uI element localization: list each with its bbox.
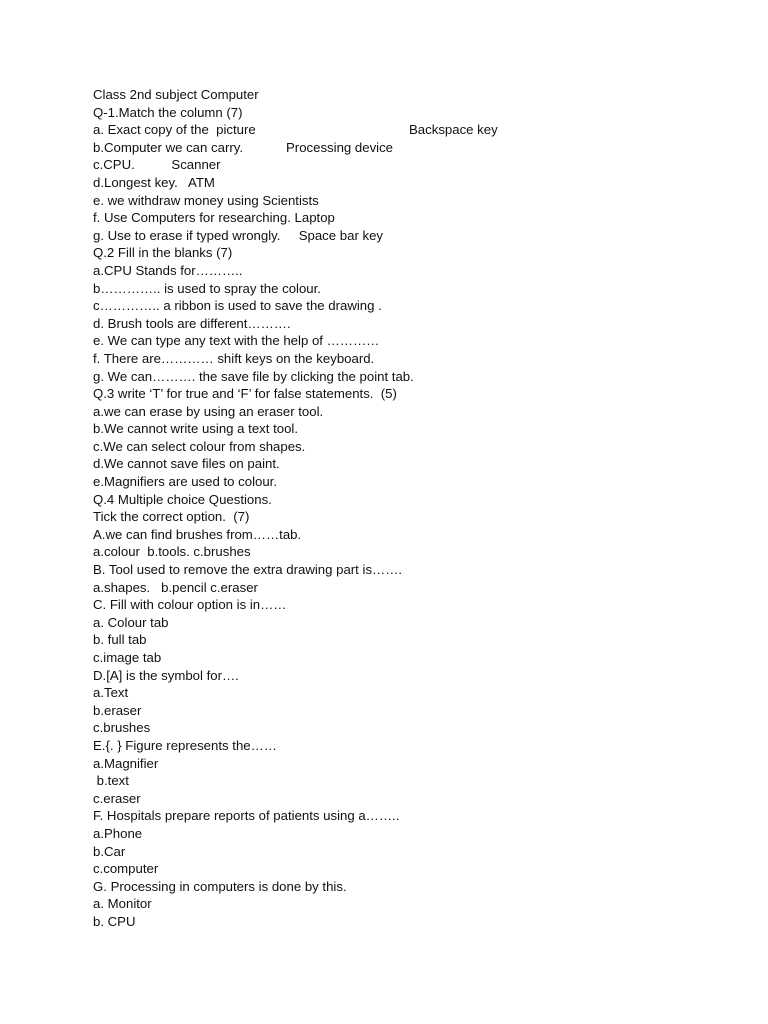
- line-text: b.We cannot write using a text tool.: [93, 421, 299, 437]
- line-text: c.brushes: [93, 720, 151, 736]
- line-text: Class 2nd subject Computer: [93, 87, 259, 102]
- line-text: a.shapes. b.pencil c.eraser: [93, 579, 258, 595]
- line-text: a.Magnifier: [93, 755, 159, 771]
- line-text: Q-1.Match the column (7): [93, 104, 243, 120]
- worksheet-line: [93, 227, 733, 245]
- worksheet-line: [93, 807, 733, 825]
- line-text: B. Tool used to remove the extra drawing part is…….: [93, 562, 403, 578]
- line-text: f. Use Computers for researching. Laptop: [93, 210, 335, 226]
- line-text: F. Hospitals prepare reports of patients using a……..: [93, 808, 400, 824]
- worksheet-line: [93, 473, 733, 491]
- line-text: g. We can………. the save file by clicking the point tab.: [93, 368, 414, 384]
- worksheet-line: [93, 139, 733, 157]
- line-text: a.we can erase by using an eraser tool.: [93, 403, 324, 419]
- line-text: d. Brush tools are different……….: [93, 315, 291, 331]
- line-text: Tick the correct option. (7): [93, 509, 250, 525]
- line-text: b.Car: [93, 843, 126, 859]
- line-text: b………….. is used to spray the colour.: [93, 280, 321, 296]
- worksheet-line: [93, 104, 733, 122]
- line-text: g. Use to erase if typed wrongly. Space bar key: [93, 227, 384, 243]
- worksheet-line: [93, 878, 733, 896]
- worksheet-line: [93, 491, 733, 509]
- line-text: a.Phone: [93, 825, 143, 841]
- line-text: a.CPU Stands for………..: [93, 262, 243, 278]
- worksheet-line: [93, 596, 733, 614]
- worksheet-line: [93, 561, 733, 579]
- worksheet-line: [93, 843, 733, 861]
- worksheet-line: [93, 667, 733, 685]
- worksheet-line: [93, 543, 733, 561]
- line-text: E.{. } Figure represents the……: [93, 737, 277, 753]
- worksheet-line: [93, 455, 733, 473]
- line-text: a. Monitor: [93, 896, 152, 912]
- line-text: c.CPU. Scanner: [93, 157, 221, 173]
- worksheet-line: [93, 297, 733, 315]
- worksheet-line: [93, 156, 733, 174]
- line-text: b.Computer we can carry.: [93, 139, 244, 155]
- line-text: e. We can type any text with the help of …………: [93, 333, 380, 349]
- worksheet-line: [93, 192, 733, 210]
- worksheet-line: [93, 614, 733, 632]
- worksheet-line: [93, 649, 733, 667]
- worksheet-line: [93, 244, 733, 262]
- line-text: b.eraser: [93, 702, 142, 718]
- worksheet-line: [93, 772, 733, 790]
- line-text: c.We can select colour from shapes.: [93, 438, 306, 454]
- worksheet-line: [93, 438, 733, 456]
- worksheet-line: [93, 684, 733, 702]
- worksheet-line: [93, 332, 733, 350]
- line-text: a.Text: [93, 685, 129, 701]
- worksheet-line: [93, 579, 733, 597]
- worksheet-text: [93, 86, 733, 931]
- worksheet-line: [93, 209, 733, 227]
- match-answer-text: Processing device: [286, 139, 394, 155]
- line-text: a. Exact copy of the picture: [93, 122, 256, 138]
- line-text: d.We cannot save files on paint.: [93, 456, 280, 472]
- worksheet-line: [93, 86, 733, 104]
- worksheet-line: [93, 368, 733, 386]
- line-text: C. Fill with colour option is in……: [93, 597, 287, 613]
- line-text: a.colour b.tools. c.brushes: [93, 544, 251, 560]
- worksheet-line: [93, 121, 733, 139]
- worksheet-line: [93, 385, 733, 403]
- line-text: e. we withdraw money using Scientists: [93, 192, 319, 208]
- line-text: c.eraser: [93, 790, 141, 806]
- worksheet-line: [93, 631, 733, 649]
- worksheet-line: [93, 860, 733, 878]
- worksheet-line: [93, 895, 733, 913]
- line-text: c.computer: [93, 861, 159, 877]
- worksheet-line: [93, 755, 733, 773]
- line-text: b. full tab: [93, 632, 147, 648]
- line-text: D.[A] is the symbol for….: [93, 667, 239, 683]
- line-text: a. Colour tab: [93, 614, 169, 630]
- line-text: G. Processing in computers is done by this.: [93, 878, 347, 894]
- line-text: Q.4 Multiple choice Questions.: [93, 491, 272, 507]
- worksheet-line: [93, 737, 733, 755]
- worksheet-line: [93, 350, 733, 368]
- line-text: b. CPU: [93, 913, 136, 929]
- worksheet-line: [93, 526, 733, 544]
- worksheet-line: [93, 790, 733, 808]
- line-text: Q.3 write ‘T’ for true and ‘F’ for false statements. (5): [93, 386, 397, 402]
- worksheet-line: [93, 420, 733, 438]
- worksheet-line: [93, 913, 733, 931]
- match-answer-text: Backspace key: [409, 122, 498, 138]
- worksheet-line: [93, 315, 733, 333]
- line-text: Q.2 Fill in the blanks (7): [93, 245, 233, 261]
- worksheet-line: [93, 280, 733, 298]
- worksheet-line: [93, 508, 733, 526]
- worksheet-line: [93, 262, 733, 280]
- line-text: e.Magnifiers are used to colour.: [93, 474, 277, 490]
- line-text: c.image tab: [93, 650, 162, 665]
- line-text: b.text: [93, 773, 129, 789]
- line-text: f. There are………… shift keys on the keyboard.: [93, 350, 375, 366]
- worksheet-line: [93, 702, 733, 720]
- worksheet-line: [93, 174, 733, 192]
- line-text: d.Longest key. ATM: [93, 174, 215, 190]
- worksheet-line: [93, 403, 733, 421]
- line-text: A.we can find brushes from……tab.: [93, 526, 302, 542]
- line-text: c………….. a ribbon is used to save the drawing .: [93, 298, 382, 314]
- worksheet-line: [93, 825, 733, 843]
- worksheet-line: [93, 719, 733, 737]
